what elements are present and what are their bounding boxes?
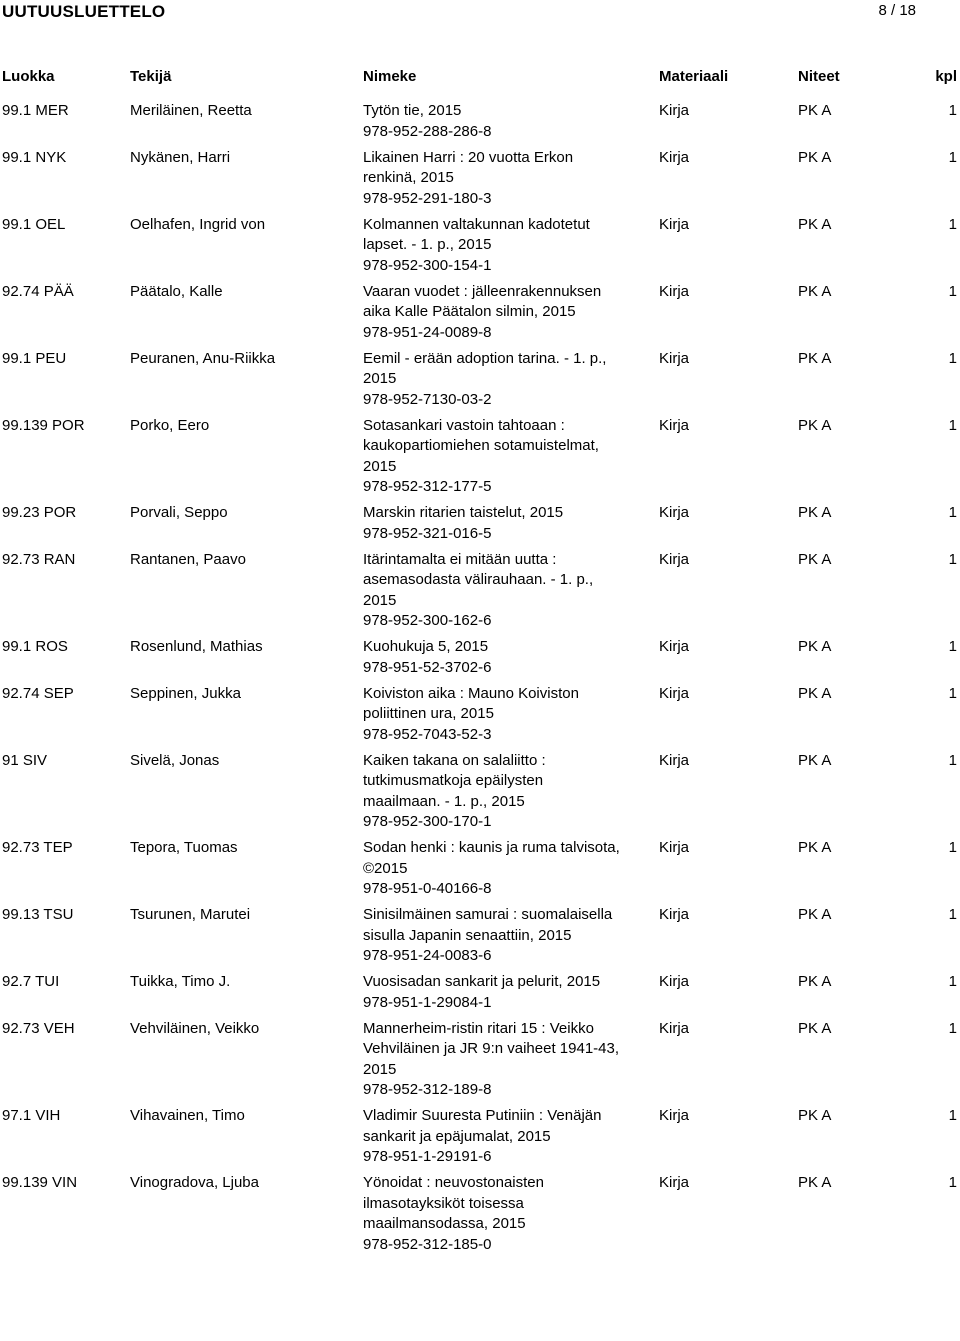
column-header-tekija: Tekijä [130, 68, 172, 85]
count: 1 [948, 751, 957, 769]
book-title: Itärintamalta ei mitään uutta : asemasodasta välirauhaan. - 1. p., 2015 [363, 550, 594, 609]
book-title: Sotasankari vastoin tahtoaan : kaukopartiomiehen sotamuistelmat, 2015 [363, 416, 599, 475]
classification: 92.73 TEP [2, 839, 73, 856]
isbn: 978-952-312-189-8 [363, 1081, 492, 1098]
title-block [363, 684, 623, 746]
book-title: Sinisilmäinen samurai : suomalaisella sisulla Japanin senaattiin, 2015 [363, 906, 613, 944]
material: Kirja [659, 148, 690, 166]
book-title: Vuosisadan sankarit ja pelurit, 2015 [363, 973, 601, 990]
classification: 99.139 VIN [2, 1174, 78, 1191]
book-title: Sodan henki : kaunis ja ruma talvisota, ©2015 [363, 839, 620, 877]
title-block [363, 215, 623, 277]
material: Kirja [659, 416, 690, 434]
book-title: Mannerheim-ristin ritari 15 : Veikko Vehviläinen ja JR 9:n vaiheet 1941-43, 2015 [363, 1019, 620, 1078]
book-title: Koiviston aika : Mauno Koiviston poliittinen ura, 2015 [363, 684, 579, 722]
classification: 92.73 RAN [2, 550, 76, 568]
isbn: 978-951-0-40166-8 [363, 880, 492, 897]
author: Nykänen, Harri [130, 148, 231, 166]
title-block [363, 282, 623, 344]
isbn: 978-951-1-29191-6 [363, 1148, 492, 1165]
material: Kirja [659, 751, 690, 769]
title-block [363, 972, 623, 1013]
copies-location: PK A [798, 839, 832, 856]
author: Tepora, Tuomas [130, 839, 238, 856]
author: Porko, Eero [130, 416, 210, 434]
list-item [0, 751, 960, 833]
isbn: 978-952-312-185-0 [363, 1235, 492, 1253]
count: 1 [948, 906, 957, 923]
isbn: 978-952-7130-03-2 [363, 390, 492, 408]
material: Kirja [659, 102, 690, 119]
author: Vihavainen, Timo [130, 1107, 245, 1124]
page-number: 8 / 18 [878, 2, 916, 19]
count: 1 [948, 839, 957, 856]
author: Seppinen, Jukka [130, 684, 241, 702]
isbn: 978-952-300-154-1 [363, 256, 492, 274]
list-item [0, 637, 960, 678]
material: Kirja [659, 1019, 690, 1037]
copies-location: PK A [798, 102, 832, 119]
count: 1 [948, 1107, 957, 1124]
material: Kirja [659, 282, 690, 300]
title-block [363, 1106, 623, 1168]
classification: 97.1 VIH [2, 1107, 61, 1124]
author: Oelhafen, Ingrid von [130, 215, 266, 233]
count: 1 [948, 282, 957, 300]
list-item [0, 503, 960, 544]
count: 1 [948, 504, 957, 521]
list-item [0, 905, 960, 967]
book-title: Vladimir Suuresta Putiniin : Venäjän sankarit ja epäjumalat, 2015 [363, 1107, 602, 1145]
isbn: 978-951-52-3702-6 [363, 658, 492, 676]
title-block [363, 416, 623, 498]
copies-location: PK A [798, 906, 832, 923]
material: Kirja [659, 684, 690, 702]
classification: 92.73 VEH [2, 1019, 75, 1037]
page-header [0, 0, 960, 24]
title-block [363, 637, 623, 678]
book-title: Eemil - erään adoption tarina. - 1. p., 2015 [363, 349, 607, 387]
author: Peuranen, Anu-Riikka [130, 349, 276, 367]
author: Sivelä, Jonas [130, 751, 220, 769]
title-block [363, 148, 623, 210]
title-block [363, 101, 623, 142]
isbn: 978-952-300-162-6 [363, 612, 492, 629]
book-title: Tytön tie, 2015 [363, 102, 462, 119]
title-block [363, 838, 623, 900]
classification: 99.1 NYK [2, 148, 67, 166]
copies-location: PK A [798, 973, 832, 990]
copies-location: PK A [798, 282, 832, 300]
copies-location: PK A [798, 148, 832, 166]
list-item [0, 1019, 960, 1101]
title-block [363, 1019, 623, 1101]
isbn: 978-952-300-170-1 [363, 813, 492, 830]
book-title: Marskin ritarien taistelut, 2015 [363, 504, 564, 521]
catalogue-list [0, 101, 960, 1261]
column-header-nimeke: Nimeke [363, 68, 417, 85]
title-block [363, 751, 623, 833]
material: Kirja [659, 504, 690, 521]
author: Tsurunen, Marutei [130, 906, 251, 923]
isbn: 978-952-288-286-8 [363, 122, 492, 140]
book-title: Kaiken takana on salaliitto : tutkimusmatkoja epäilysten maailmaan. - 1. p., 2015 [363, 751, 546, 810]
classification: 99.1 OEL [2, 215, 66, 233]
list-item [0, 215, 960, 277]
classification: 92.74 SEP [2, 684, 74, 702]
count: 1 [948, 102, 957, 119]
material: Kirja [659, 839, 690, 856]
classification: 99.1 MER [2, 102, 69, 119]
list-item [0, 684, 960, 746]
list-item [0, 282, 960, 344]
classification: 99.1 PEU [2, 349, 67, 367]
list-item [0, 550, 960, 632]
author: Rosenlund, Mathias [130, 638, 263, 655]
column-header-niteet: Niteet [798, 68, 840, 85]
author: Päätalo, Kalle [130, 282, 223, 300]
isbn: 978-952-7043-52-3 [363, 725, 492, 743]
author: Rantanen, Paavo [130, 550, 246, 568]
title-block [363, 1173, 623, 1255]
author: Porvali, Seppo [130, 504, 228, 521]
isbn: 978-951-24-0089-8 [363, 323, 492, 341]
count: 1 [948, 638, 957, 655]
copies-location: PK A [798, 1107, 832, 1124]
isbn: 978-951-24-0083-6 [363, 947, 492, 964]
copies-location: PK A [798, 215, 832, 233]
column-header-kpl: kpl [935, 68, 957, 85]
count: 1 [948, 416, 957, 434]
count: 1 [948, 973, 957, 990]
author: Tuikka, Timo J. [130, 973, 231, 990]
material: Kirja [659, 1107, 690, 1124]
classification: 92.7 TUI [2, 973, 60, 990]
title-block [363, 349, 623, 411]
book-title: Yönoidat : neuvostonaisten ilmasotayksiköt toisessa maailmansodassa, 2015 [363, 1174, 544, 1232]
title-block [363, 550, 623, 632]
material: Kirja [659, 349, 690, 367]
isbn: 978-951-1-29084-1 [363, 993, 492, 1011]
column-headers [0, 68, 960, 90]
book-title: Vaaran vuodet : jälleenrakennuksen aika Kalle Päätalon silmin, 2015 [363, 282, 602, 320]
copies-location: PK A [798, 416, 832, 434]
count: 1 [948, 684, 957, 702]
copies-location: PK A [798, 751, 832, 769]
classification: 99.13 TSU [2, 906, 74, 923]
list-item [0, 972, 960, 1013]
count: 1 [948, 1174, 957, 1191]
list-item [0, 148, 960, 210]
list-item [0, 1173, 960, 1255]
copies-location: PK A [798, 684, 832, 702]
count: 1 [948, 215, 957, 233]
book-title: Kuohukuja 5, 2015 [363, 638, 489, 655]
material: Kirja [659, 638, 690, 655]
classification: 99.1 ROS [2, 638, 68, 655]
copies-location: PK A [798, 349, 832, 367]
count: 1 [948, 148, 957, 166]
copies-location: PK A [798, 638, 832, 655]
title-block [363, 503, 623, 544]
list-item [0, 838, 960, 900]
column-header-luokka: Luokka [2, 68, 55, 85]
book-title: Kolmannen valtakunnan kadotetut lapset. - 1. p., 2015 [363, 215, 590, 253]
classification: 99.23 POR [2, 504, 77, 521]
isbn: 978-952-312-177-5 [363, 478, 492, 495]
list-item [0, 101, 960, 142]
material: Kirja [659, 215, 690, 233]
list-item [0, 416, 960, 498]
copies-location: PK A [798, 1019, 832, 1037]
book-title: Likainen Harri : 20 vuotta Erkon renkinä, 2015 [363, 148, 574, 186]
isbn: 978-952-291-180-3 [363, 189, 492, 207]
material: Kirja [659, 1174, 690, 1191]
count: 1 [948, 349, 957, 367]
author: Vinogradova, Ljuba [130, 1174, 259, 1191]
count: 1 [948, 550, 957, 568]
isbn: 978-952-321-016-5 [363, 524, 492, 542]
column-header-materiaali: Materiaali [659, 68, 729, 85]
material: Kirja [659, 973, 690, 990]
list-item [0, 1106, 960, 1168]
document-title: UUTUUSLUETTELO [2, 2, 166, 21]
classification: 91 SIV [2, 751, 48, 769]
author: Meriläinen, Reetta [130, 102, 252, 119]
classification: 92.74 PÄÄ [2, 282, 74, 300]
count: 1 [948, 1019, 957, 1037]
material: Kirja [659, 550, 690, 568]
author: Vehviläinen, Veikko [130, 1019, 260, 1037]
copies-location: PK A [798, 550, 832, 568]
classification: 99.139 POR [2, 416, 85, 434]
copies-location: PK A [798, 1174, 832, 1191]
copies-location: PK A [798, 504, 832, 521]
material: Kirja [659, 906, 690, 923]
title-block [363, 905, 623, 967]
list-item [0, 349, 960, 411]
